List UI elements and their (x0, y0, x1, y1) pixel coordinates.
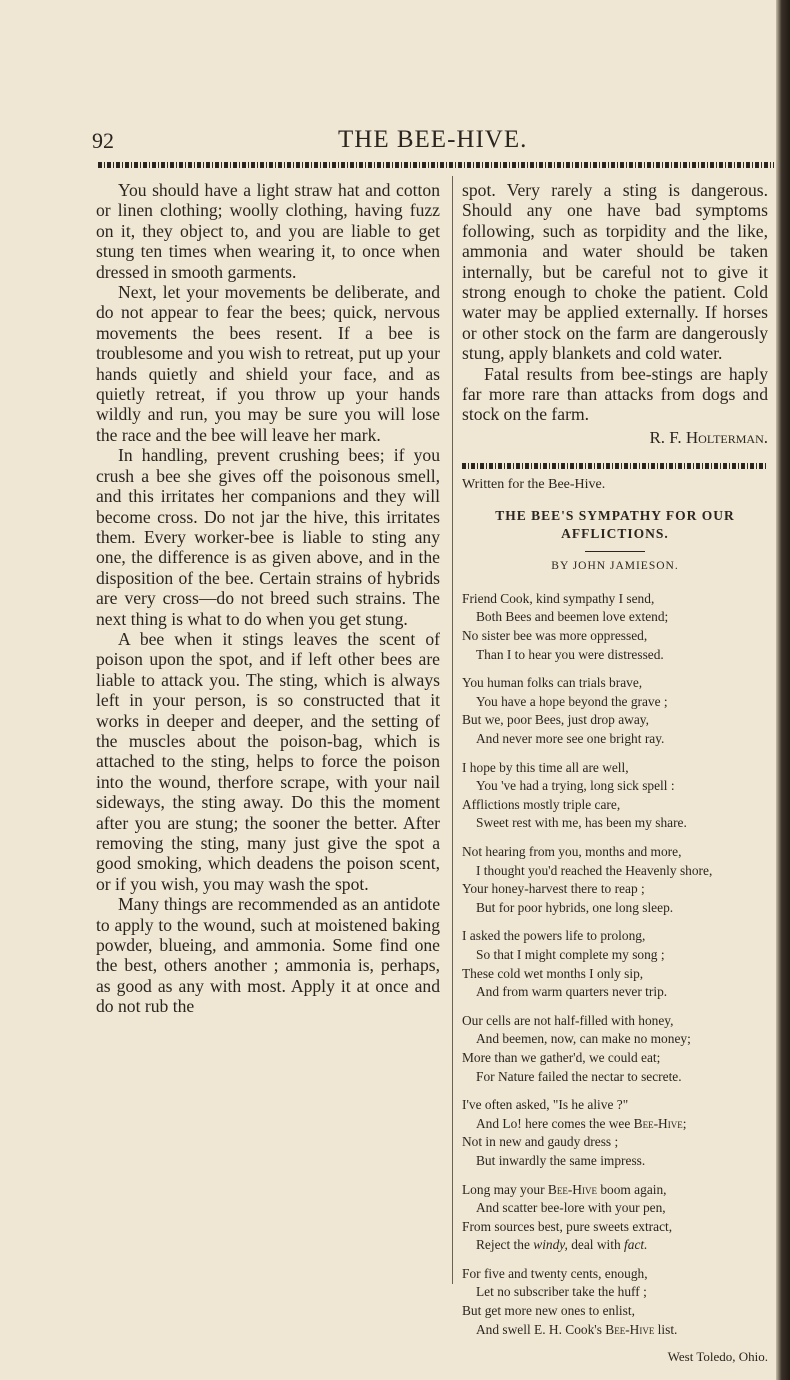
verse-line: You 've had a trying, long sick spell : (476, 778, 675, 794)
stanza (462, 590, 768, 664)
header-rule (98, 162, 774, 168)
verse-line: No sister bee was more oppressed, (462, 628, 648, 644)
poem-title: THE BEE'S SYMPATHY FOR OUR AFFLICTIONS. (495, 507, 735, 541)
stanza (462, 674, 768, 748)
verse-line: I asked the powers life to prolong, (462, 928, 646, 944)
section-rule (462, 463, 768, 469)
verse-line: And never more see one bright ray. (476, 731, 665, 747)
verse-line: Long may your Bee-Hive boom again, (462, 1181, 667, 1197)
verse-line: Not hearing from you, months and more, (462, 844, 682, 859)
stanza (462, 843, 768, 917)
verse-line: From sources best, pure sweets extract, (462, 1218, 673, 1234)
verse-line: I've often asked, "Is he alive ?" (462, 1097, 629, 1113)
paragraph: In handling, prevent crushing bees; if you crush a bee she gives off the poisonous smell, and this irritates her companions and they will become cross. Do not jar the hive, this irritates them. Every worker-bee is liable to sting any one, the difference is as given above, and in the disposition of the bee. Certain strains of hybrids are very cross—do not breed such strains. The next thing is what to do when you get stung. (96, 445, 440, 629)
stanza (462, 1181, 768, 1255)
verse-line: These cold wet months I only sip, (462, 965, 644, 981)
verse-line: Your honey-harvest there to reap ; (462, 881, 645, 897)
verse-line: Let no subscriber take the huff ; (476, 1284, 647, 1300)
verse-line: I thought you'd reached the Heavenly shore, (476, 862, 713, 878)
verse-line: For Nature failed the nectar to secrete. (476, 1068, 682, 1084)
column-divider (452, 176, 453, 1284)
verse-line: And scatter bee-lore with your pen, (476, 1200, 666, 1216)
verse-line: And beemen, now, can make no money; (476, 1031, 691, 1047)
verse-line: But we, poor Bees, just drop away, (462, 712, 649, 728)
page-edge (776, 0, 790, 1380)
paragraph: Fatal results from bee-stings are haply far more rare than attacks from dogs and stock on the farm. (462, 363, 768, 425)
paragraph: Many things are recommended as an antidote to apply to the wound, such at moistened baking powder, blueing, and ammonia. Some find one the best, others another ; ammonia is, perhaps, as good as any with most. Apply it at once and do not rub the (96, 894, 440, 1017)
poem-byline: BY JOHN JAMIESON. (551, 559, 679, 572)
verse-line: I hope by this time all are well, (462, 759, 629, 775)
verse-line: More than we gather'd, we could eat; (462, 1049, 661, 1065)
verse-line: And swell E. H. Cook's Bee-Hive list. (476, 1321, 678, 1337)
right-column (462, 180, 768, 1365)
written-for-note: Written for the Bee-Hive. (462, 476, 606, 492)
page-header (92, 126, 772, 156)
paragraph: spot. Very rarely a sting is dangerous. Should any one have bad symptoms following, such as torpidity and the like, ammonia and water should be taken internally, but be careful not to give it strong enough to choke the patient. Cold water may be applied externally. If horses or other stock on the farm are dangerously stung, apply blankets and cold water. (462, 180, 768, 364)
verse-line: Reject the windy, deal with fact. (476, 1237, 648, 1253)
verse-line: Friend Cook, kind sympathy I send, (462, 590, 655, 606)
verse-line: For five and twenty cents, enough, (462, 1265, 648, 1281)
verse-line: Sweet rest with me, has been my share. (476, 815, 687, 831)
running-title: THE BEE-HIVE. (338, 126, 528, 153)
verse-line: You human folks can trials brave, (462, 675, 643, 691)
stanza (462, 1012, 768, 1086)
verse-line: Not in new and gaudy dress ; (462, 1134, 619, 1150)
paragraph: Next, let your movements be deliberate, and do not appear to fear the bees; quick, nervous movements the bees resent. If a bee is troublesome and you wish to retreat, put up your hands quietly and shield your face, and as quietly retreat, if you throw up your hands wildly and run, you may be sure you will lose the race and the bee will leave her mark. (96, 282, 440, 445)
verse-line: Our cells are not half-filled with honey, (462, 1012, 674, 1028)
page-number: 92 (92, 128, 114, 153)
verse-line: You have a hope beyond the grave ; (476, 693, 668, 709)
stanza (462, 927, 768, 1001)
author-signature: R. F. Holterman. (649, 427, 768, 447)
verse-line: Afflictions mostly triple care, (462, 796, 621, 812)
verse-line: Both Bees and beemen love extend; (476, 609, 669, 625)
verse-line: Than I to hear you were distressed. (476, 646, 664, 662)
verse-line: So that I might complete my song ; (476, 946, 665, 962)
left-column (96, 180, 440, 1017)
stanza (462, 1265, 768, 1339)
stanza (462, 759, 768, 833)
verse-line: But inwardly the same impress. (476, 1152, 646, 1168)
verse-line: And from warm quarters never trip. (476, 984, 668, 1000)
poem-place: West Toledo, Ohio. (667, 1349, 768, 1365)
paragraph: You should have a light straw hat and cotton or linen clothing; woolly clothing, having fuzz on it, they object to, and you are liable to get stung ten times when wearing it, to once when dressed in smooth garments. (96, 180, 440, 282)
paragraph: A bee when it stings leaves the scent of poison upon the spot, and if left other bees are liable to attack you. The sting, which is always left in your person, is so constructed that it works in deeper and deeper, and the setting of the muscles about the poison-bag, which is attached to the sting, helps to force the poison into the wound, therfore scrape, with your nail sideways, the sting away. Do this the moment after you are stung; the sooner the better. After removing the sting, many just give the spot a good smoking, which deadens the poison scent, or if you wish, you may wash the spot. (96, 628, 440, 894)
title-rule (585, 551, 645, 552)
stanza (462, 1096, 768, 1170)
verse-line: And Lo! here comes the wee Bee-Hive; (476, 1115, 687, 1131)
verse-line: But get more new ones to enlist, (462, 1303, 635, 1319)
verse-line: But for poor hybrids, one long sleep. (476, 899, 674, 915)
